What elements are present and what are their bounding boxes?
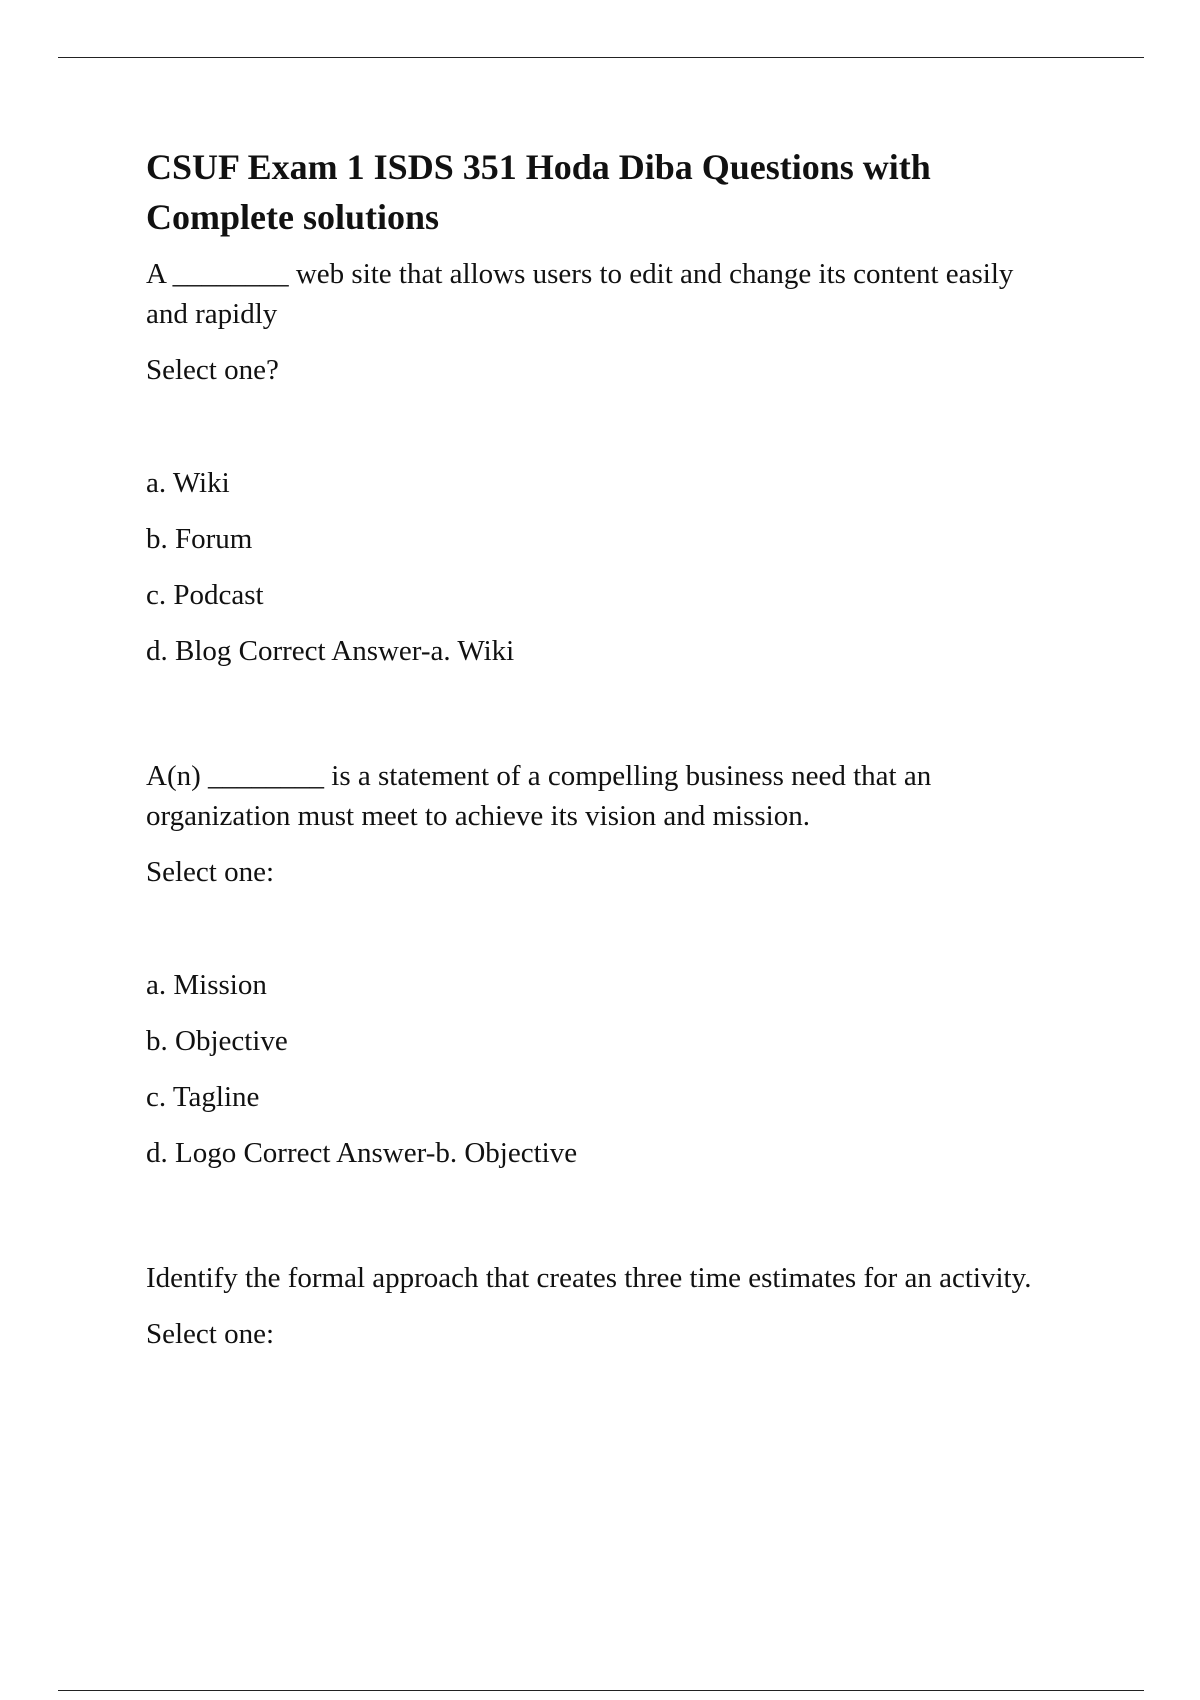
question-prompt: A(n) ________ is a statement of a compelling business need that an organization must meet to achieve its vision and mission. — [146, 760, 932, 832]
option-b: b. Objective — [146, 1025, 288, 1057]
option-b: b. Forum — [146, 523, 253, 555]
document-title: CSUF Exam 1 ISDS 351 Hoda Diba Questions with Complete solutions — [146, 147, 931, 237]
option-d-with-answer: d. Logo Correct Answer-b. Objective — [146, 1137, 578, 1169]
answer-options — [146, 965, 1046, 1173]
bottom-rule — [58, 1690, 1144, 1691]
option-a: a. Wiki — [146, 467, 230, 499]
question-1 — [146, 254, 1046, 671]
select-label: Select one? — [146, 354, 279, 386]
answer-options — [146, 463, 1046, 671]
top-rule — [58, 57, 1144, 58]
question-prompt: A ________ web site that allows users to edit and change its content easily and rapidly — [146, 258, 1014, 330]
option-d-with-answer: d. Blog Correct Answer-a. Wiki — [146, 635, 515, 667]
question-3 — [146, 1258, 1046, 1354]
option-c: c. Tagline — [146, 1081, 260, 1113]
question-prompt: Identify the formal approach that creates three time estimates for an activity. — [146, 1262, 1032, 1294]
option-a: a. Mission — [146, 969, 267, 1001]
select-label: Select one: — [146, 856, 275, 888]
question-2 — [146, 756, 1046, 1173]
option-c: c. Podcast — [146, 579, 264, 611]
select-label: Select one: — [146, 1318, 275, 1350]
document-body — [146, 142, 1046, 1354]
